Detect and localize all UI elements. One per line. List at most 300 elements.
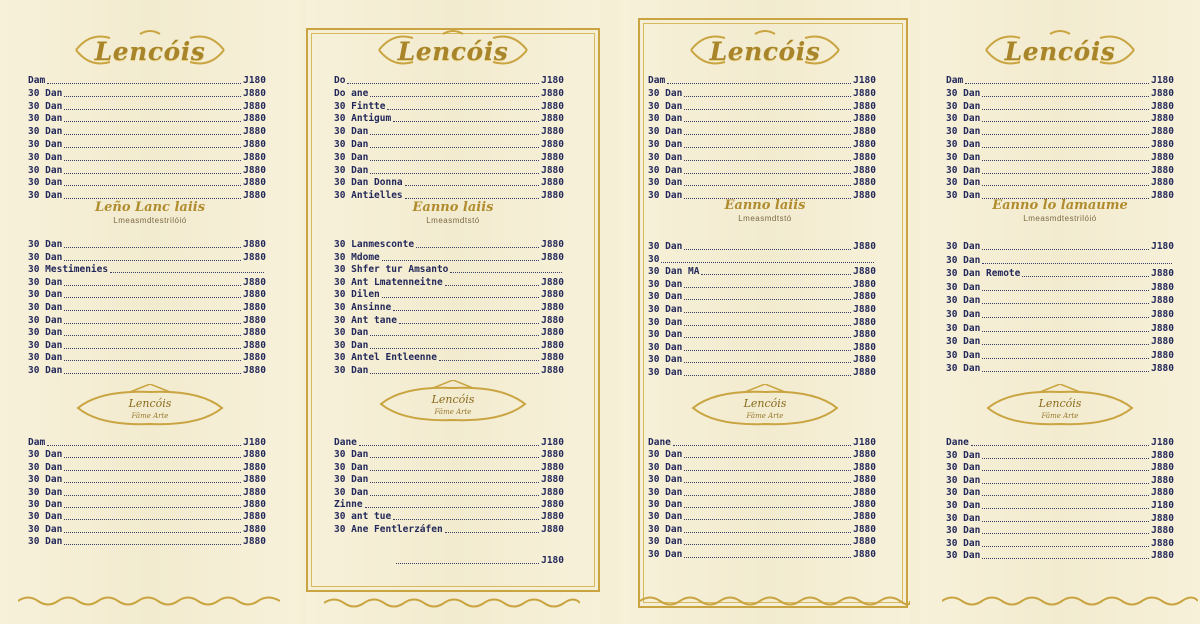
menu-item xyxy=(28,448,266,461)
item-name: 30 Dan xyxy=(28,239,63,250)
dot-leader xyxy=(370,373,539,374)
dot-leader xyxy=(701,274,851,275)
menu-item xyxy=(334,473,564,486)
dot-leader xyxy=(684,299,851,300)
item-name: 30 Dan xyxy=(946,100,981,112)
menu-item xyxy=(648,125,876,138)
item-price: J880 xyxy=(853,536,876,548)
dot-leader xyxy=(370,134,539,135)
dot-leader xyxy=(982,198,1149,199)
menu-item xyxy=(334,436,564,449)
emblem-caption: Fâme Arte xyxy=(746,412,784,420)
dot-leader xyxy=(982,121,1149,122)
dot-leader xyxy=(396,563,539,564)
dot-leader xyxy=(684,482,851,483)
item-price: J880 xyxy=(243,126,266,138)
item-name: 30 Dan xyxy=(946,550,981,562)
item-price: J880 xyxy=(243,486,266,498)
item-price: J880 xyxy=(243,289,266,301)
dot-leader xyxy=(64,96,241,97)
item-name: 30 Dan xyxy=(28,276,63,288)
menu-item xyxy=(946,549,1174,562)
menu-item xyxy=(334,461,564,474)
item-name: 30 Dilen xyxy=(334,289,380,301)
menu-item xyxy=(648,189,876,202)
dot-leader xyxy=(64,544,241,545)
item-price: J880 xyxy=(853,461,876,473)
dot-leader xyxy=(684,121,851,122)
emblem-caption: Fâme Arte xyxy=(434,408,472,416)
item-price: J880 xyxy=(1151,449,1174,461)
dot-leader xyxy=(64,482,241,483)
menu-item xyxy=(28,112,266,125)
dot-leader xyxy=(684,519,851,520)
dot-leader xyxy=(370,470,539,471)
footer-price-row xyxy=(394,554,564,567)
dot-leader xyxy=(684,287,851,288)
item-name: 30 xyxy=(648,253,660,265)
dot-leader xyxy=(416,247,539,248)
item-name: 30 Dan xyxy=(946,151,981,163)
dot-leader xyxy=(445,285,539,286)
item-price: J880 xyxy=(853,151,876,163)
menu-item xyxy=(28,189,266,202)
item-price: J880 xyxy=(853,241,876,252)
dot-leader xyxy=(684,96,851,97)
item-name: 30 Dan xyxy=(334,151,369,163)
item-price: J880 xyxy=(1151,87,1174,99)
dot-leader xyxy=(370,335,539,336)
dot-leader xyxy=(405,185,539,186)
section-heading: Eanno lo lamaume xyxy=(992,198,1128,213)
menu-item xyxy=(946,436,1174,449)
dot-leader xyxy=(982,185,1149,186)
menu-item xyxy=(946,512,1174,525)
menu-item xyxy=(648,341,876,354)
dot-leader xyxy=(965,83,1149,84)
item-price: J880 xyxy=(853,177,876,189)
dot-leader xyxy=(982,96,1149,97)
item-price: J880 xyxy=(243,164,266,176)
brand-logo xyxy=(70,28,230,72)
item-name: 30 Dan xyxy=(648,536,683,548)
item-price: J880 xyxy=(1151,100,1174,112)
item-name: 30 Dan xyxy=(28,177,63,189)
dot-leader xyxy=(684,109,851,110)
menu-item xyxy=(946,308,1174,321)
item-price: J880 xyxy=(541,87,564,99)
menu-item xyxy=(334,339,564,352)
item-name: 30 Dan xyxy=(334,474,369,486)
menu-item xyxy=(28,364,266,377)
dot-leader xyxy=(370,160,539,161)
item-price: J880 xyxy=(1151,474,1174,486)
item-price: J880 xyxy=(243,100,266,112)
item-price: J880 xyxy=(243,251,266,263)
item-name: 30 Dan xyxy=(28,100,63,112)
item-name: 30 Dan xyxy=(648,367,683,378)
menu-item xyxy=(28,251,266,264)
item-name: 30 Dan xyxy=(648,87,683,99)
dot-leader xyxy=(370,495,539,496)
item-price: J880 xyxy=(541,523,564,535)
menu-item xyxy=(334,189,564,202)
menu-item xyxy=(28,339,266,352)
menu-item xyxy=(28,523,266,536)
item-price: J180 xyxy=(853,437,876,448)
menu-item xyxy=(334,100,564,113)
item-name: 30 Dan xyxy=(28,499,63,510)
item-name: 30 Dan xyxy=(946,525,981,537)
brand-emblem xyxy=(70,384,230,430)
item-price: J880 xyxy=(1151,164,1174,176)
item-name: 30 Dan xyxy=(946,241,981,252)
item-price: J880 xyxy=(541,276,564,288)
dot-leader xyxy=(684,134,851,135)
dot-leader xyxy=(64,160,241,161)
brand-emblem xyxy=(373,380,533,426)
dot-leader xyxy=(684,557,851,558)
item-price: J880 xyxy=(853,87,876,99)
item-name: 30 Dan xyxy=(648,139,683,150)
menu-item xyxy=(28,436,266,449)
dot-leader xyxy=(64,519,241,520)
section-heading: Eanno laiis xyxy=(724,198,806,213)
item-price: J880 xyxy=(243,449,266,461)
menu-item xyxy=(28,314,266,327)
brand-name: Lencóis xyxy=(94,37,206,66)
menu-item xyxy=(648,486,876,499)
footer-ornament xyxy=(640,594,910,608)
item-price: J880 xyxy=(541,486,564,498)
menu-panel-1 xyxy=(0,0,300,624)
brand-emblem xyxy=(980,384,1140,430)
item-name: 30 Dan xyxy=(334,486,369,498)
brand-name: Lencóis xyxy=(397,37,509,66)
item-price: J880 xyxy=(541,113,564,125)
item-price: J880 xyxy=(541,289,564,301)
menu-item xyxy=(648,366,876,379)
item-price: J880 xyxy=(1151,462,1174,474)
item-name: 30 Dan xyxy=(946,177,981,189)
item-price: J880 xyxy=(243,536,266,548)
dot-leader xyxy=(982,533,1149,534)
item-name: 30 Dan xyxy=(28,190,63,202)
item-price: J880 xyxy=(541,151,564,163)
dot-leader xyxy=(661,262,874,263)
item-name: Do ane xyxy=(334,87,369,99)
item-name: 30 Dan xyxy=(648,291,683,303)
item-price: J880 xyxy=(1151,322,1174,334)
item-name: 30 ant tue xyxy=(334,511,392,523)
menu-item xyxy=(334,176,564,189)
dot-leader xyxy=(64,348,241,349)
dot-leader xyxy=(684,185,851,186)
item-price: J880 xyxy=(243,190,266,202)
menu-item xyxy=(648,328,876,341)
menu-item xyxy=(648,461,876,474)
menu-panel-4 xyxy=(920,0,1200,624)
dot-leader xyxy=(64,532,241,533)
item-price: J880 xyxy=(243,365,266,376)
item-price: J880 xyxy=(243,113,266,125)
menu-item xyxy=(28,535,266,548)
item-price: J880 xyxy=(853,126,876,138)
menu-item xyxy=(334,112,564,125)
menu-item xyxy=(648,290,876,303)
dot-leader xyxy=(47,445,241,446)
item-price: J880 xyxy=(1151,537,1174,549)
menu-item xyxy=(28,498,266,511)
brand-name: Lencóis xyxy=(709,37,821,66)
menu-item xyxy=(946,125,1174,138)
menu-item xyxy=(648,316,876,329)
item-name: 30 Dan xyxy=(946,474,981,486)
menu-item xyxy=(946,240,1174,253)
item-name: Dam xyxy=(28,437,46,448)
dot-leader xyxy=(982,470,1149,471)
item-price: J880 xyxy=(853,474,876,486)
dot-leader xyxy=(64,470,241,471)
menu-item xyxy=(28,138,266,151)
item-price: J880 xyxy=(541,177,564,189)
item-name: Dane xyxy=(648,437,671,448)
item-price: J880 xyxy=(853,291,876,303)
dot-leader xyxy=(982,546,1149,547)
item-price: J880 xyxy=(243,302,266,313)
item-name: 30 Dan xyxy=(946,487,981,499)
item-price: J880 xyxy=(541,461,564,473)
menu-item xyxy=(648,176,876,189)
item-price: J180 xyxy=(541,555,564,566)
menu-item xyxy=(28,176,266,189)
section-subheading: Lmeasmdtestrilóió xyxy=(113,216,187,225)
dot-leader xyxy=(684,147,851,148)
item-name: 30 Dan xyxy=(648,241,683,252)
item-name: 30 Dan xyxy=(946,164,981,176)
item-name: 30 Antigum xyxy=(334,113,392,125)
dot-leader xyxy=(64,507,241,508)
menu-item xyxy=(28,326,266,339)
dot-leader xyxy=(382,260,539,261)
item-price: J880 xyxy=(541,511,564,523)
item-name: Dam xyxy=(28,75,46,86)
item-price: J880 xyxy=(853,548,876,560)
menu-item xyxy=(648,523,876,536)
item-name: 30 Dan xyxy=(28,302,63,313)
menu-item xyxy=(946,281,1174,294)
item-price: J880 xyxy=(541,100,564,112)
item-price: J880 xyxy=(243,139,266,150)
item-price: J880 xyxy=(1151,349,1174,361)
menu-item xyxy=(946,87,1174,100)
footer-ornament xyxy=(942,594,1198,608)
item-price: J880 xyxy=(541,190,564,202)
item-name: 30 Dan xyxy=(648,486,683,498)
dot-leader xyxy=(64,373,241,374)
item-name: 30 Mestimenies xyxy=(28,264,109,276)
dot-leader xyxy=(365,507,540,508)
dot-leader xyxy=(982,358,1149,359)
item-price: J880 xyxy=(243,474,266,486)
item-price: J180 xyxy=(243,75,266,86)
item-name: 30 Dan xyxy=(28,327,63,339)
item-name: 30 Dan xyxy=(28,113,63,125)
emblem-caption: Fâme Arte xyxy=(1041,412,1079,420)
menu-item xyxy=(946,267,1174,280)
dot-leader xyxy=(684,173,851,174)
item-price: J180 xyxy=(541,437,564,448)
item-price: J880 xyxy=(1151,177,1174,189)
menu-item xyxy=(334,326,564,339)
menu-item xyxy=(334,314,564,327)
menu-item xyxy=(28,100,266,113)
item-price: J880 xyxy=(853,354,876,366)
item-price: J880 xyxy=(541,126,564,138)
item-price: J880 xyxy=(243,151,266,163)
item-price: J880 xyxy=(1151,512,1174,524)
menu-item xyxy=(648,303,876,316)
menu-item xyxy=(28,461,266,474)
dot-leader xyxy=(1022,276,1149,277)
dot-leader xyxy=(684,337,851,338)
menu-item xyxy=(334,251,564,264)
menu-item xyxy=(28,276,266,289)
item-price: J880 xyxy=(853,190,876,202)
item-name: 30 Shfer tur Amsanto xyxy=(334,264,449,276)
item-name: 30 Dan xyxy=(648,499,683,510)
item-name: 30 Dan xyxy=(648,164,683,176)
section-heading: Eanno laiis xyxy=(412,200,494,215)
item-name: 30 Dan xyxy=(946,139,981,150)
item-price: J880 xyxy=(541,239,564,250)
item-name: 30 Dan xyxy=(946,500,981,511)
dot-leader xyxy=(684,350,851,351)
item-name: Dane xyxy=(334,437,357,448)
menu-item xyxy=(28,151,266,164)
dot-leader xyxy=(982,263,1172,264)
menu-item xyxy=(334,276,564,289)
menu-item xyxy=(648,74,876,87)
menu-item xyxy=(946,74,1174,87)
item-name: 30 Dan xyxy=(28,314,63,326)
item-name: 30 Dan xyxy=(648,316,683,328)
menu-item xyxy=(946,349,1174,362)
item-name: 30 Dan xyxy=(648,126,683,138)
menu-item xyxy=(334,364,564,377)
item-name: 30 Ane Fentlerzáfen xyxy=(334,523,443,535)
menu-item xyxy=(334,164,564,177)
item-name: 30 Dan xyxy=(946,87,981,99)
menu-item xyxy=(946,189,1174,202)
item-price: J880 xyxy=(853,100,876,112)
item-name: 30 Dan xyxy=(28,352,63,364)
dot-leader xyxy=(64,310,241,311)
item-name: 30 Dan xyxy=(28,523,63,535)
dot-leader xyxy=(684,507,851,508)
item-name: 30 Dan xyxy=(334,449,369,461)
item-name: 30 Dan xyxy=(946,309,981,320)
item-name: 30 Antielles xyxy=(334,190,403,202)
item-price: J880 xyxy=(853,486,876,498)
dot-leader xyxy=(393,121,539,122)
item-price: J880 xyxy=(1151,309,1174,320)
item-name: 30 Dan xyxy=(648,461,683,473)
item-name: 30 Dan xyxy=(28,339,63,351)
item-price: J880 xyxy=(853,499,876,510)
menu-item xyxy=(648,353,876,366)
menu-item xyxy=(648,448,876,461)
menu-item xyxy=(946,112,1174,125)
menu-item xyxy=(334,263,564,276)
dot-leader xyxy=(387,109,539,110)
item-price: J880 xyxy=(541,474,564,486)
dot-leader xyxy=(370,96,539,97)
item-name: 30 Dan xyxy=(28,139,63,150)
dot-leader xyxy=(684,249,851,250)
menu-item xyxy=(28,238,266,251)
dot-leader xyxy=(982,147,1149,148)
dot-leader xyxy=(982,508,1149,509)
item-price: J880 xyxy=(853,449,876,461)
section-subheading: Lmeasmdtestrilóió xyxy=(1023,214,1097,223)
dot-leader xyxy=(684,457,851,458)
item-name: Do xyxy=(334,75,346,86)
item-price: J880 xyxy=(1151,151,1174,163)
dot-leader xyxy=(347,83,539,84)
item-name: 30 Mdome xyxy=(334,251,380,263)
dot-leader xyxy=(405,198,539,199)
menu-item xyxy=(648,510,876,523)
menu-panel-3 xyxy=(620,0,910,624)
item-price: J880 xyxy=(541,251,564,263)
item-price: J880 xyxy=(243,239,266,250)
item-price: J880 xyxy=(1151,550,1174,562)
dot-leader xyxy=(982,173,1149,174)
footer-ornament xyxy=(18,594,280,608)
menu-item xyxy=(648,100,876,113)
item-price: J880 xyxy=(1151,139,1174,150)
item-price: J880 xyxy=(853,266,876,278)
item-name: 30 Dan xyxy=(28,486,63,498)
dot-leader xyxy=(982,249,1149,250)
item-price: J880 xyxy=(243,352,266,364)
item-name: 30 Dan xyxy=(28,87,63,99)
item-price: J880 xyxy=(1151,295,1174,307)
dot-leader xyxy=(982,495,1149,496)
dot-leader xyxy=(64,297,241,298)
menu-item xyxy=(648,265,876,278)
menu-item xyxy=(648,87,876,100)
menu-item xyxy=(946,474,1174,487)
item-price: J180 xyxy=(1151,75,1174,86)
menu-item xyxy=(648,498,876,511)
menu-panel-2 xyxy=(306,0,600,624)
dot-leader xyxy=(982,371,1149,372)
item-price: J880 xyxy=(541,314,564,326)
dot-leader xyxy=(982,558,1149,559)
item-name: 30 Dan xyxy=(946,281,981,293)
dot-leader xyxy=(64,335,241,336)
item-name: 30 Dan xyxy=(946,322,981,334)
menu-item xyxy=(28,473,266,486)
item-name: Dane xyxy=(946,437,969,448)
menu-item xyxy=(28,288,266,301)
item-price: J880 xyxy=(853,341,876,353)
item-name: 30 Dan xyxy=(28,474,63,486)
item-price: J180 xyxy=(243,437,266,448)
item-name: 30 Dan xyxy=(28,511,63,523)
